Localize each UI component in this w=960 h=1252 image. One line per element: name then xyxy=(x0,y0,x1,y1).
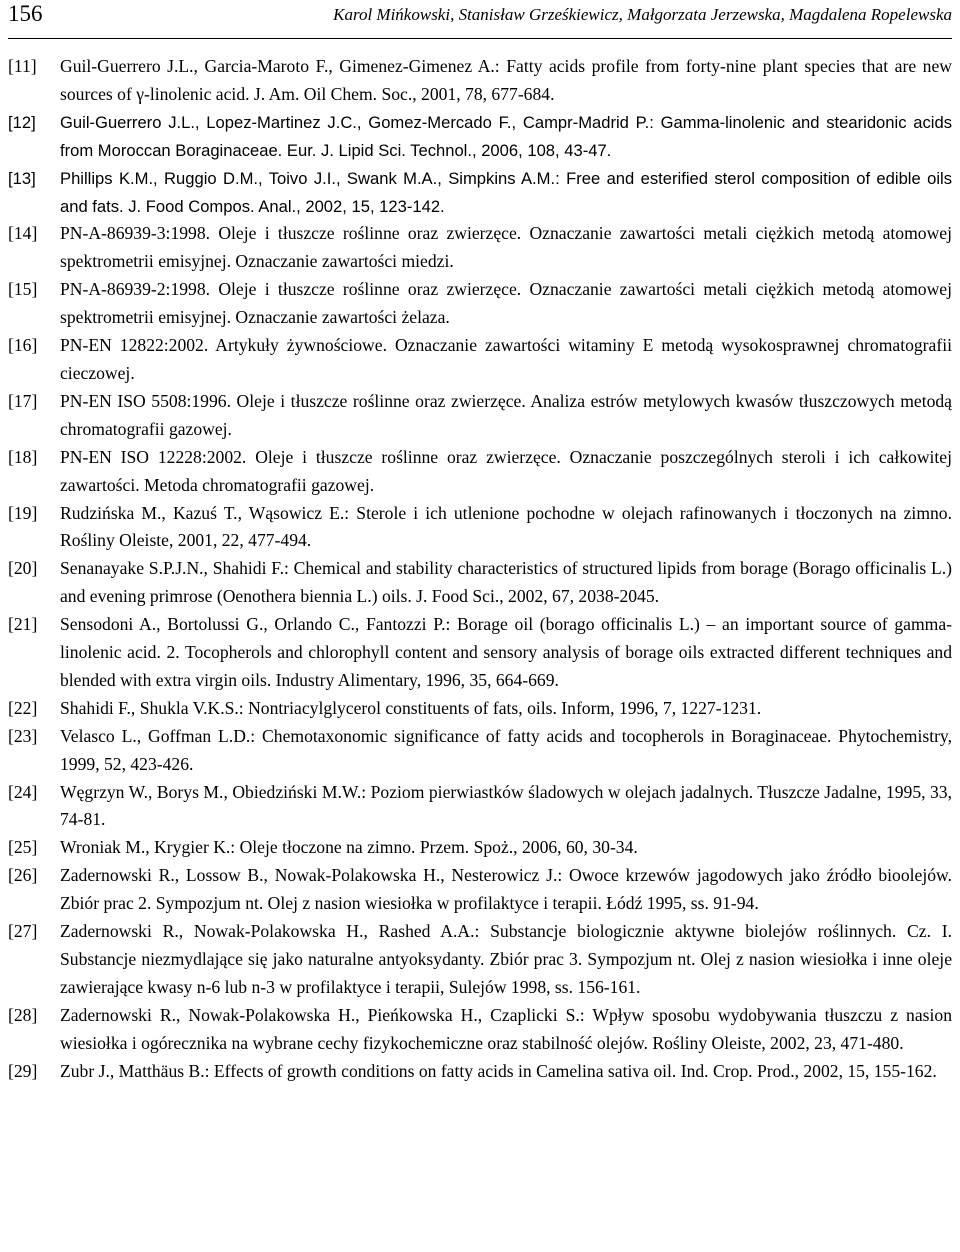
reference-item xyxy=(8,165,952,221)
reference-text: PN-EN 12822:2002. Artykuły żywnościowe. Oznaczanie zawartości witaminy E metodą wysokosprawnej chromatografii cieczowej. xyxy=(60,335,952,383)
reference-number: [24] xyxy=(8,781,38,802)
reference-number: [12] xyxy=(8,112,36,132)
reference-item xyxy=(8,695,952,723)
reference-number: [22] xyxy=(8,697,38,718)
reference-number: [15] xyxy=(8,279,38,300)
reference-item xyxy=(8,1002,952,1058)
reference-text: Zadernowski R., Nowak-Polakowska H., Pieńkowska H., Czaplicki S.: Wpływ sposobu wydobywania tłuszczu z nasion wiesiołka i ogórecznika na wybrane cechy fizykochemiczne oraz stabilność olejów. Rośliny Oleiste, 2002, 23, 471-480. xyxy=(60,1004,952,1053)
reference-item xyxy=(8,918,952,1002)
reference-item xyxy=(8,1058,952,1086)
reference-number: [18] xyxy=(8,446,38,467)
reference-text: PN-EN ISO 12228:2002. Oleje i tłuszcze roślinne oraz zwierzęce. Oznaczanie poszczególnych steroli i ich całkowitej zawartości. Metoda chromatografii gazowej. xyxy=(60,446,952,495)
reference-text: Rudzińska M., Kazuś T., Wąsowicz E.: Sterole i ich utlenione pochodne w olejach rafinowanych i tłoczonych na zimno. Rośliny Oleiste, 2001, 22, 477-494. xyxy=(60,502,952,551)
reference-number: [13] xyxy=(8,168,36,188)
reference-item xyxy=(8,109,952,165)
reference-number: [29] xyxy=(8,1060,38,1081)
reference-item xyxy=(8,276,952,332)
reference-number: [20] xyxy=(8,558,38,579)
page-header xyxy=(8,0,952,36)
reference-number: [16] xyxy=(8,335,38,356)
reference-item xyxy=(8,444,952,500)
reference-number: [26] xyxy=(8,865,38,886)
reference-text: Zadernowski R., Lossow B., Nowak-Polakowska H., Nesterowicz J.: Owoce krzewów jagodowych jako źródło bioolejów. Zbiór prac 2. Sympozjum nt. Olej z nasion wiesiołka w profilaktyce i terapii. Łódź 1995, ss. 91-94. xyxy=(60,865,952,914)
reference-text: PN-A-86939-3:1998. Oleje i tłuszcze roślinne oraz zwierzęce. Oznaczanie zawartości metali ciężkich metodą atomowej spektrometrii emisyjnej. Oznaczanie zawartości miedzi. xyxy=(60,223,952,272)
reference-list xyxy=(8,53,952,1086)
reference-number: [23] xyxy=(8,725,38,746)
reference-item xyxy=(8,555,952,611)
reference-item xyxy=(8,834,952,862)
reference-number: [17] xyxy=(8,390,38,411)
reference-item xyxy=(8,388,952,444)
reference-text: PN-A-86939-2:1998. Oleje i tłuszcze roślinne oraz zwierzęce. Oznaczanie zawartości metali ciężkich metodą atomowej spektrometrii emisyjnej. Oznaczanie zawartości żelaza. xyxy=(60,279,952,328)
reference-number: [27] xyxy=(8,921,38,942)
reference-text: PN-EN ISO 5508:1996. Oleje i tłuszcze roślinne oraz zwierzęce. Analiza estrów metylowych kwasów tłuszczowych metodą chromatografii gazowej. xyxy=(60,390,952,439)
reference-item xyxy=(8,332,952,388)
reference-item xyxy=(8,779,952,835)
reference-item xyxy=(8,53,952,109)
reference-text: Velasco L., Goffman L.D.: Chemotaxonomic significance of fatty acids and tocopherols in Boraginaceae. Phytochemistry, 1999, 52, 423-426. xyxy=(60,725,952,774)
reference-item xyxy=(8,611,952,695)
reference-number: [11] xyxy=(8,56,37,76)
page-number: 156 xyxy=(8,1,43,26)
reference-text: Zadernowski R., Nowak-Polakowska H., Rashed A.A.: Substancje biologicznie aktywne biolejów roślinnych. Cz. I. Substancje niezmydlające się jako naturalne antyoksydanty. Zbiór prac 3. Sympozjum nt. Olej z nasion wiesiołka i inne oleje zawierające kwasy n-6 lub n-3 w profilaktyce i terapii, Sulejów 1998, ss. 156-161. xyxy=(60,921,952,997)
reference-text: Guil-Guerrero J.L., Lopez-Martinez J.C., Gomez-Mercado F., Campr-Madrid P.: Gamma-linolenic and stearidonic acids from Moroccan Boraginaceae. Eur. J. Lipid Sci. Technol., 2006, 108, 43-47. xyxy=(60,112,952,160)
reference-item xyxy=(8,220,952,276)
reference-item xyxy=(8,500,952,556)
reference-item xyxy=(8,862,952,918)
reference-number: [19] xyxy=(8,502,38,523)
reference-number: [28] xyxy=(8,1004,38,1025)
reference-number: [21] xyxy=(8,614,38,635)
reference-text: Węgrzyn W., Borys M., Obiedziński M.W.: Poziom pierwiastków śladowych w olejach jadalnych. Tłuszcze Jadalne, 1995, 33, 74-81. xyxy=(60,781,952,830)
reference-text: Senanayake S.P.J.N., Shahidi F.: Chemical and stability characteristics of structured lipids from borage (Borago officinalis L.) and evening primrose (Oenothera biennia L.) oils. J. Food Sci., 2002, 67, 2038-2045. xyxy=(60,558,952,607)
reference-text: Zubr J., Matthäus B.: Effects of growth conditions on fatty acids in Camelina sativa oil. Ind. Crop. Prod., 2002, 15, 155-162. xyxy=(60,1060,937,1081)
reference-number: [14] xyxy=(8,223,38,244)
reference-text: Guil-Guerrero J.L., Garcia-Maroto F., Gimenez-Gimenez A.: Fatty acids profile from forty-nine plant species that are new sources of γ-linolenic acid. J. Am. Oil Chem. Soc., 2001, 78, 677-684. xyxy=(60,56,952,104)
reference-item xyxy=(8,723,952,779)
reference-text: Sensodoni A., Bortolussi G., Orlando C., Fantozzi P.: Borage oil (borago officinalis L.) – an important source of gamma-linolenic acid. 2. Tocopherols and chlorophyll content and sensory analysis of borage oils extracted different techniques and blended with extra virgin oils. Industry Alimentary, 1996, 35, 664-669. xyxy=(60,614,952,690)
reference-number: [25] xyxy=(8,837,38,858)
header-rule xyxy=(8,38,952,39)
reference-text: Shahidi F., Shukla V.K.S.: Nontriacylglycerol constituents of fats, oils. Inform, 1996, 7, 1227-1231. xyxy=(60,697,762,718)
running-head-authors: Karol Mińkowski, Stanisław Grześkiewicz, Małgorzata Jerzewska, Magdalena Ropelewska xyxy=(333,5,952,24)
reference-text: Phillips K.M., Ruggio D.M., Toivo J.I., Swank M.A., Simpkins A.M.: Free and esterified sterol composition of edible oils and fats. J. Food Compos. Anal., 2002, 15, 123-142. xyxy=(60,168,952,216)
reference-text: Wroniak M., Krygier K.: Oleje tłoczone na zimno. Przem. Spoż., 2006, 60, 30-34. xyxy=(60,837,638,858)
